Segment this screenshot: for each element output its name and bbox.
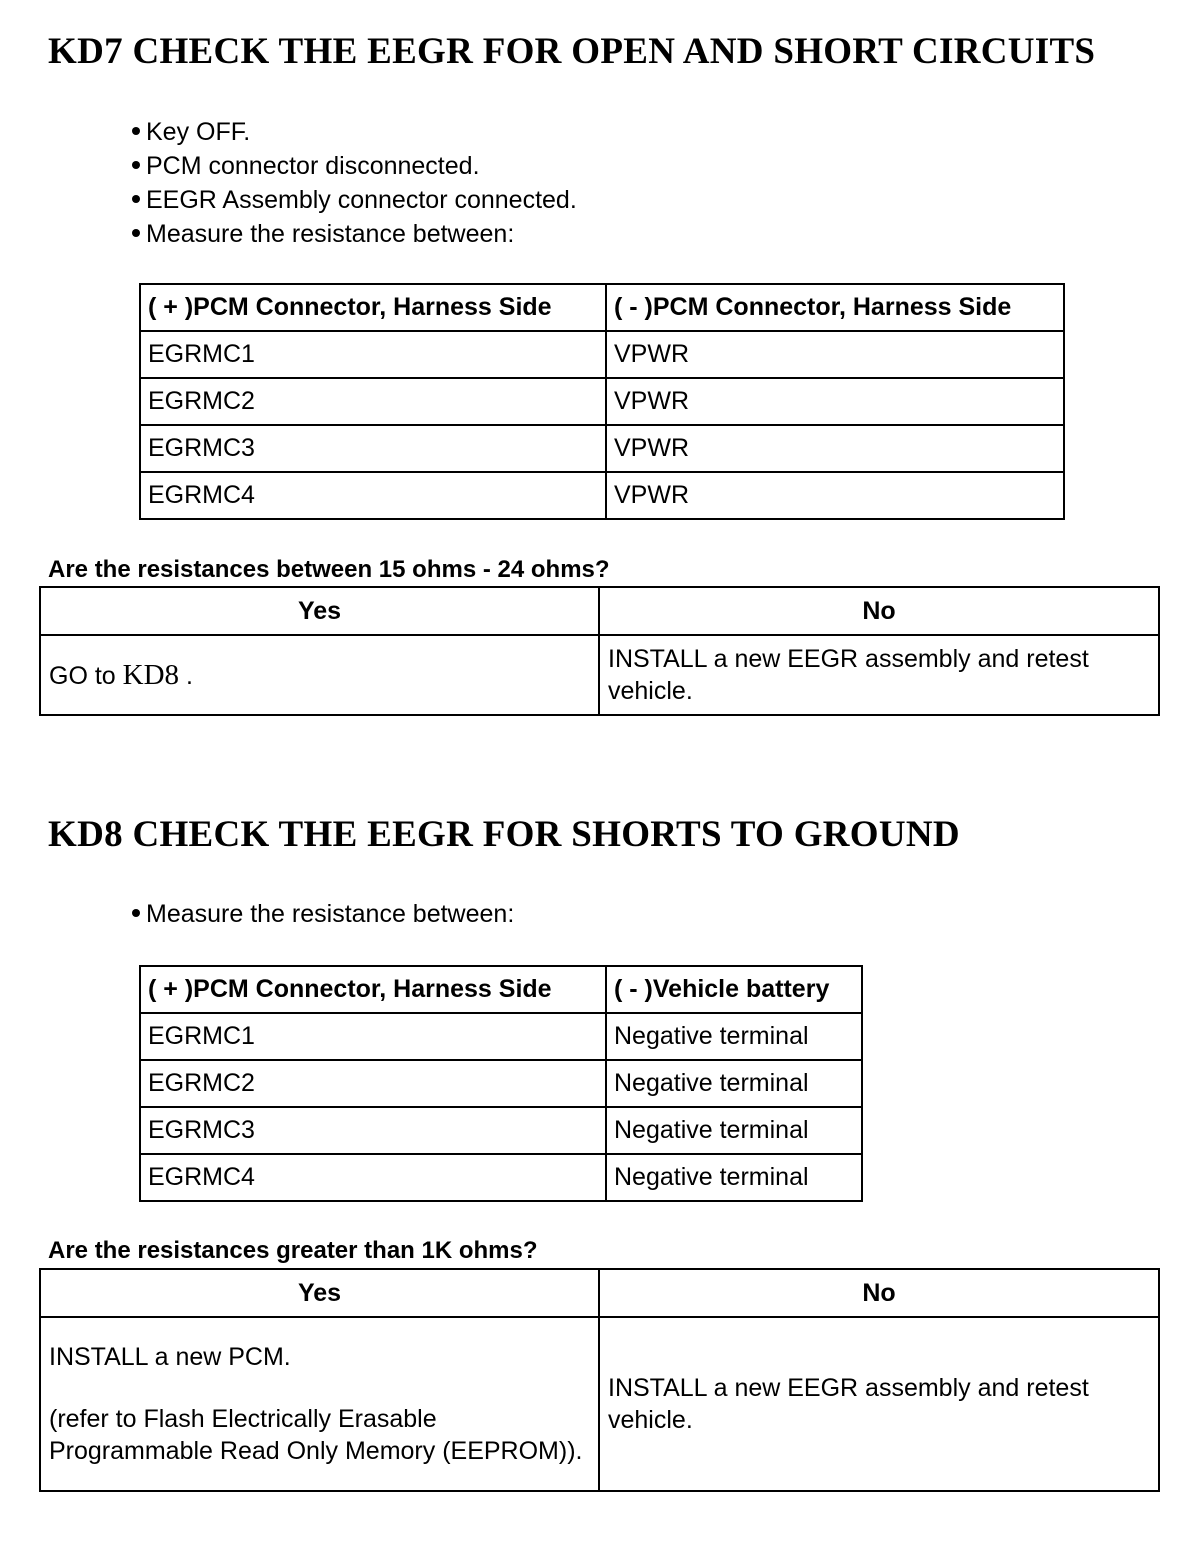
- table-header-row: [140, 284, 1064, 331]
- table-row: [140, 425, 1064, 472]
- column-header: ( - )PCM Connector, Harness Side: [606, 284, 1064, 331]
- table-header-row: [140, 966, 862, 1013]
- table-cell: Negative terminal: [606, 1013, 862, 1060]
- yes-action-text: GO to: [49, 661, 123, 690]
- yes-header: Yes: [40, 587, 599, 635]
- table-row: [140, 1107, 862, 1154]
- table-cell: VPWR: [606, 378, 1064, 425]
- table-cell: Negative terminal: [606, 1060, 862, 1107]
- table-cell: VPWR: [606, 425, 1064, 472]
- table-cell: Negative terminal: [606, 1154, 862, 1201]
- yes-header: Yes: [40, 1269, 599, 1317]
- goto-kd8-link[interactable]: KD8: [122, 658, 180, 691]
- yes-cell: [40, 635, 599, 715]
- yes-cell: [40, 1317, 599, 1491]
- bullet-item: EEGR Assembly connector connected.: [130, 183, 577, 217]
- eeprom-reference[interactable]: (refer to Flash Electrically Erasable Programmable Read Only Memory (EEPROM)).: [49, 1405, 583, 1465]
- bullet-item: PCM connector disconnected.: [130, 149, 577, 183]
- table-cell: Negative terminal: [606, 1107, 862, 1154]
- yes-action-suffix: .: [179, 661, 193, 690]
- table-cell: EGRMC4: [140, 472, 606, 519]
- kd8-yes-no-table: [39, 1268, 1160, 1492]
- table-row: [140, 1060, 862, 1107]
- no-cell: INSTALL a new EEGR assembly and retest vehicle.: [599, 1317, 1159, 1491]
- no-header: No: [599, 1269, 1159, 1317]
- table-header-row: [40, 587, 1159, 635]
- table-cell: EGRMC4: [140, 1154, 606, 1201]
- table-row: [40, 1317, 1159, 1491]
- table-cell: EGRMC2: [140, 378, 606, 425]
- bullet-item: Measure the resistance between:: [130, 217, 577, 251]
- no-header: No: [599, 587, 1159, 635]
- table-row: [40, 635, 1159, 715]
- no-cell: INSTALL a new EEGR assembly and retest vehicle.: [599, 635, 1159, 715]
- bullet-item: Measure the resistance between:: [130, 897, 514, 931]
- kd8-title: KD8 CHECK THE EEGR FOR SHORTS TO GROUND: [48, 814, 960, 855]
- table-cell: EGRMC2: [140, 1060, 606, 1107]
- column-header: ( - )Vehicle battery: [606, 966, 862, 1013]
- table-row: [140, 331, 1064, 378]
- kd7-yes-no-table: [39, 586, 1160, 716]
- table-cell: EGRMC1: [140, 331, 606, 378]
- table-cell: EGRMC1: [140, 1013, 606, 1060]
- kd7-measurement-table: [139, 283, 1065, 520]
- kd8-measurement-table: [139, 965, 863, 1202]
- kd7-bullet-list: [130, 115, 577, 251]
- table-cell: VPWR: [606, 472, 1064, 519]
- table-row: [140, 378, 1064, 425]
- table-cell: EGRMC3: [140, 1107, 606, 1154]
- column-header: ( + )PCM Connector, Harness Side: [140, 284, 606, 331]
- kd8-bullet-list: [130, 897, 514, 931]
- paragraph-gap: [49, 1373, 590, 1403]
- table-cell: VPWR: [606, 331, 1064, 378]
- table-row: [140, 472, 1064, 519]
- table-header-row: [40, 1269, 1159, 1317]
- table-row: [140, 1154, 862, 1201]
- table-row: [140, 1013, 862, 1060]
- bullet-item: Key OFF.: [130, 115, 577, 149]
- table-cell: EGRMC3: [140, 425, 606, 472]
- kd7-question: Are the resistances between 15 ohms - 24 ohms?: [48, 556, 610, 583]
- column-header: ( + )PCM Connector, Harness Side: [140, 966, 606, 1013]
- kd7-title: KD7 CHECK THE EEGR FOR OPEN AND SHORT CIRCUITS: [48, 31, 1096, 72]
- install-pcm-text: INSTALL a new PCM.: [49, 1343, 291, 1371]
- kd8-question: Are the resistances greater than 1K ohms?: [48, 1237, 538, 1264]
